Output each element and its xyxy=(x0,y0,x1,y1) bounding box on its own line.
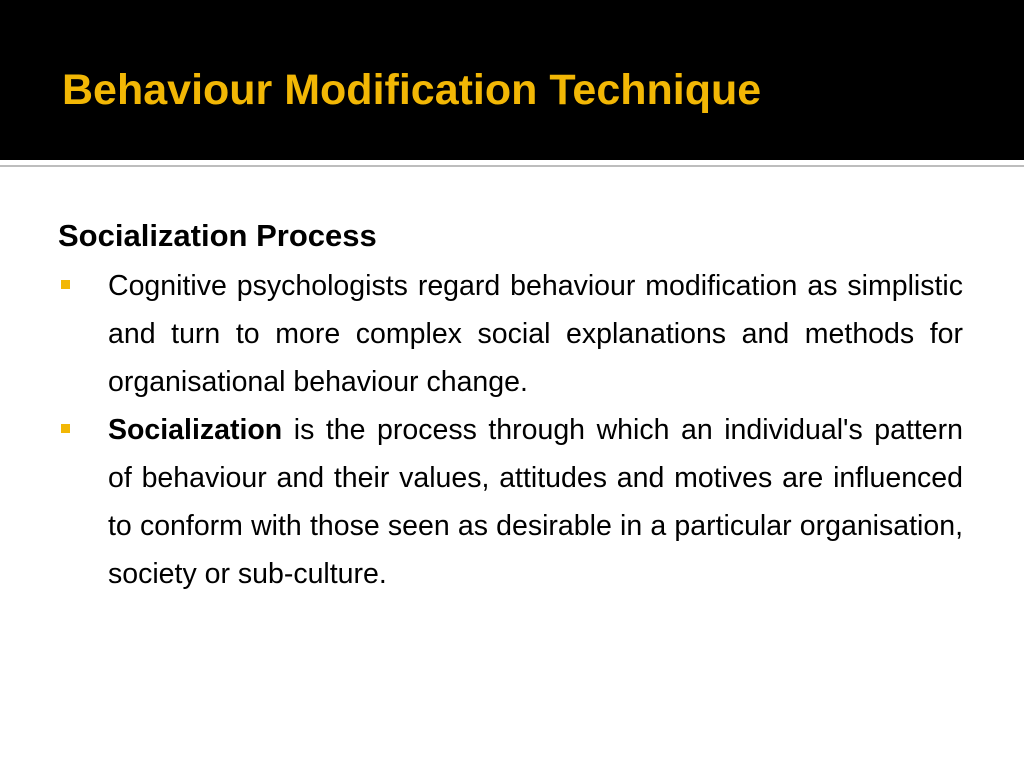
square-bullet-icon xyxy=(61,280,70,289)
square-bullet-icon xyxy=(61,424,70,433)
title-band xyxy=(0,0,1024,160)
bullet-lead-term: Socialization xyxy=(108,414,283,446)
bullet-item-socialization xyxy=(58,406,963,598)
slide-title: Behaviour Modification Technique xyxy=(62,66,762,114)
bullet-text xyxy=(108,406,963,598)
bullet-item-cognitive xyxy=(58,262,963,406)
bullet-text xyxy=(108,262,963,406)
slide-content xyxy=(58,212,963,598)
bullet-body: is the process through which an individual's pattern of behaviour and their values, attitudes and motives are influenced to conform with those seen as desirable in a particular organisation, society or sub-culture. xyxy=(108,414,963,590)
title-divider xyxy=(0,165,1024,167)
section-subheading: Socialization Process xyxy=(58,218,377,253)
bullet-list xyxy=(58,262,963,598)
bullet-body: Cognitive psychologists regard behaviour modification as simplistic and turn to more complex social explanations and methods for organisational behaviour change. xyxy=(108,270,963,398)
